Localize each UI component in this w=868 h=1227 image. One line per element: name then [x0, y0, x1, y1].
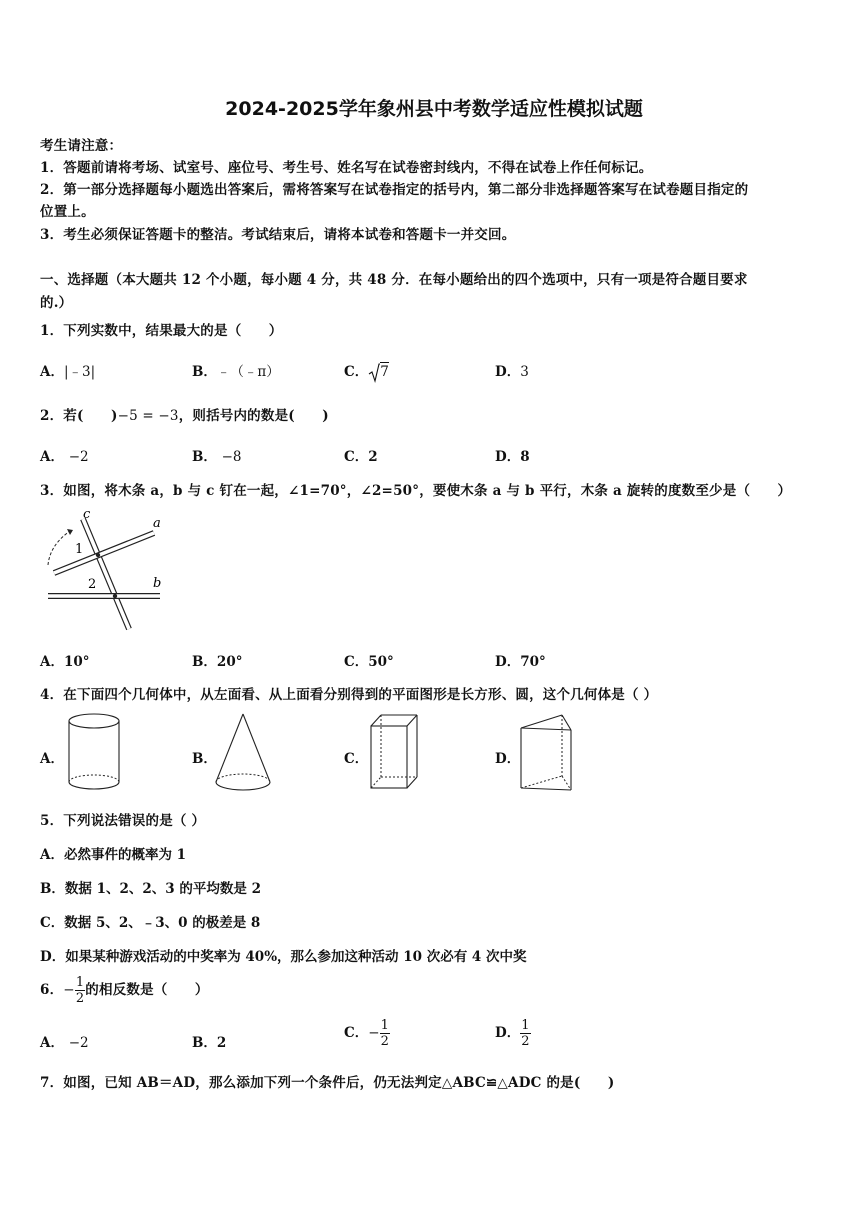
- q3-option-b[interactable]: B．20°: [192, 654, 243, 670]
- question-6: 6．− $\frac{1}{2}$ 的相反数是（ ）: [40, 975, 209, 1006]
- question-3: 3．如图，将木条 a，b 与 c 钉在一起，∠1=70°，∠2=50°，要使木条 a 与 b 平行，木条 a 旋转的度数至少是（ ）: [40, 483, 792, 499]
- q2-option-b[interactable]: B． −8: [192, 449, 242, 465]
- nail-icon: [96, 553, 100, 557]
- question-7: 7．如图，已知 AB＝AD，那么添加下列一个条件后，仍无法判定△ABC≌△ADC 的是( ): [40, 1075, 615, 1091]
- q2-option-a[interactable]: A． −2: [40, 449, 89, 465]
- q3-option-c[interactable]: C．50°: [344, 654, 394, 670]
- q1-option-d[interactable]: D．3: [495, 364, 529, 380]
- section-heading-line2: 的.）: [40, 295, 73, 311]
- q6-option-a[interactable]: A． −2: [40, 1035, 89, 1051]
- q6-option-c[interactable]: C．− $\frac{1}{2}$: [344, 1018, 389, 1049]
- section-heading-line1: 一、选择题（本大题共 12 个小题，每小题 4 分，共 48 分．在每小题给出的四个选项中，只有一项是符合题目要求: [40, 272, 748, 288]
- wood-strips-figure: [40, 505, 170, 635]
- notice-item-3: 3．考生必须保证答题卡的整洁。考试结束后，请将本试卷和答题卡一并交回。: [40, 227, 516, 243]
- cylinder-icon: [66, 712, 122, 792]
- angle-2-label: 2: [88, 577, 97, 592]
- notice-heading: 考生请注意：: [40, 138, 123, 154]
- q3-option-a[interactable]: A．10°: [40, 654, 90, 670]
- page-title: 2024-2025学年象州县中考数学适应性模拟试题: [225, 98, 643, 120]
- q6-option-d[interactable]: D． $\frac{1}{2}$: [495, 1018, 530, 1049]
- nail-icon: [113, 594, 117, 598]
- q4-option-a[interactable]: A．: [40, 751, 64, 767]
- rotation-arrow-icon: [48, 531, 70, 565]
- label-a: a: [153, 516, 161, 531]
- prism-icon: [518, 712, 574, 792]
- arrowhead-icon: [67, 529, 73, 535]
- cuboid-icon: [368, 712, 420, 792]
- q5-option-b[interactable]: B．数据 1、2、2、3 的平均数是 2: [40, 881, 261, 897]
- notice-item-2: 2．第一部分选择题每小题选出答案后，需将答案写在试卷指定的括号内，第二部分非选择题答案写在试卷题目指定的: [40, 182, 749, 198]
- question-5: 5．下列说法错误的是（ ）: [40, 813, 206, 829]
- q1-option-a[interactable]: A．|﹣3|: [40, 364, 96, 380]
- question-4: 4．在下面四个几何体中，从左面看、从上面看分别得到的平面图形是长方形、圆，这个几何体是（ ）: [40, 687, 658, 703]
- notice-item-1: 1．答题前请将考场、试室号、座位号、考生号、姓名写在试卷密封线内，不得在试卷上作任何标记。: [40, 160, 653, 176]
- q2-option-d[interactable]: D．8: [495, 449, 530, 465]
- q2-option-c[interactable]: C．2: [344, 449, 378, 465]
- q5-option-c[interactable]: C．数据 5、2、﹣3、0 的极差是 8: [40, 915, 261, 931]
- q5-option-d[interactable]: D．如果某种游戏活动的中奖率为 40%，那么参加这种活动 10 次必有 4 次中奖: [40, 949, 527, 965]
- question-2: 2．若( )−5 = −3，则括号内的数是( ): [40, 408, 329, 424]
- q4-option-c[interactable]: C．: [344, 751, 369, 767]
- cone-icon: [212, 712, 274, 794]
- label-b: b: [153, 576, 162, 591]
- fraction: $\frac{1}{2}$: [75, 975, 85, 1006]
- label-c: c: [83, 507, 91, 522]
- q1-option-c[interactable]: C． 7: [344, 360, 389, 383]
- q6-option-b[interactable]: B．2: [192, 1035, 227, 1051]
- notice-item-2-cont: 位置上。: [40, 204, 95, 220]
- q4-option-b[interactable]: B．: [192, 751, 217, 767]
- q3-option-d[interactable]: D．70°: [495, 654, 546, 670]
- question-stem: 下列实数中，结果最大的是（ ）: [63, 323, 283, 339]
- q4-option-d[interactable]: D．: [495, 751, 521, 767]
- question-number: 1．: [40, 323, 64, 339]
- q1-option-b[interactable]: B．﹣（﹣π）: [192, 364, 280, 380]
- q5-option-a[interactable]: A．必然事件的概率为 1: [40, 847, 187, 863]
- sqrt-icon: [368, 363, 380, 383]
- strip-c: [83, 519, 129, 629]
- angle-1-label: 1: [75, 542, 84, 557]
- question-1: [40, 319, 283, 339]
